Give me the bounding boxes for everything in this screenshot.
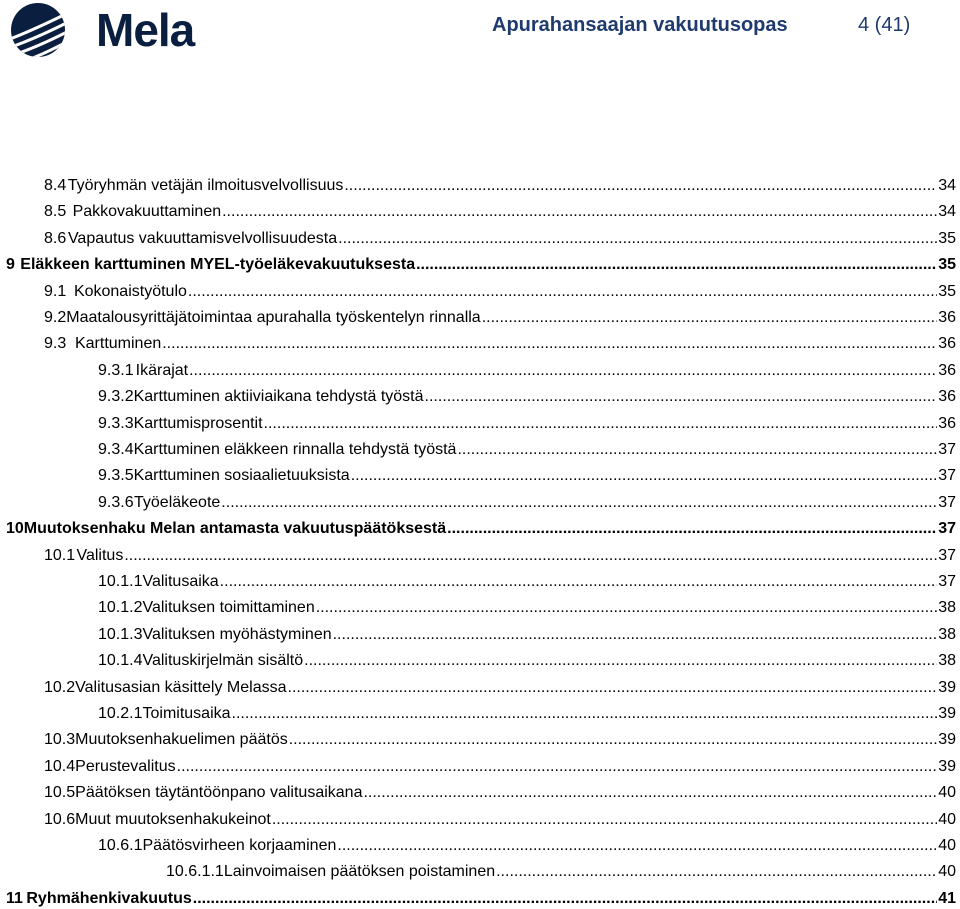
toc-entry-title: Perustevalitus [75,757,176,775]
toc-leader-dots [344,176,937,196]
toc-entry-number: 9.3.5 [98,467,134,485]
toc-entry-title: Muut muutoksenhakukeinot [75,810,271,828]
toc-entry[interactable] [44,540,956,566]
toc-leader-dots [496,862,937,882]
toc-entry[interactable] [98,645,956,671]
toc-leader-dots [447,519,937,539]
toc-entry-title: Päätösvirheen korjaaminen [142,837,337,854]
toc-entry-number: 10 [6,520,24,538]
toc-entry-number: 10.6.1.1 [166,863,224,881]
page-number: 4 (41) [858,14,911,36]
toc-entry-title: Muutoksenhaku Melan antamasta vakuutuspäätöksestä [23,520,447,538]
logo-wordmark: Mela [96,4,195,56]
toc-entry[interactable] [98,434,956,460]
toc-entry-title: Karttuminen [74,335,162,353]
toc-entry-title: Valitusasian käsittely Melassa [75,678,287,696]
document-title: Apurahansaajan vakuutusopas [492,14,788,36]
mela-logo [0,2,194,58]
toc-entry-number: 9.2 [44,309,67,326]
toc-entry[interactable] [6,249,956,275]
toc-leader-dots [288,678,938,698]
toc-entry-title: Valitus [76,546,124,564]
toc-entry-title: Pakkovakuuttaminen [72,203,222,221]
toc-entry-number: 10.1.4 [98,652,143,670]
toc-entry-page: 40 [938,784,956,802]
toc-entry[interactable] [98,487,956,513]
toc-entry[interactable] [98,592,956,618]
toc-entry-number: 9.3 [44,335,67,353]
toc-entry[interactable] [44,724,956,750]
toc-entry[interactable] [44,672,956,698]
toc-entry-title: Karttuminen aktiiviaikana tehdystä työstä [133,388,424,406]
toc-entry-page: 35 [938,256,956,274]
toc-entry[interactable] [44,223,956,249]
toc-leader-dots [351,466,938,486]
toc-entry-number: 9 [6,256,15,274]
toc-entry-page: 36 [938,361,956,379]
toc-entry-page: 39 [938,678,956,696]
toc-entry-title: Työryhmän vetäjän ilmoitusvelvollisuus [67,177,344,194]
toc-entry[interactable] [98,830,956,856]
toc-leader-dots [363,783,937,803]
toc-entry-number: 11 [6,889,23,907]
toc-entry-page: 36 [938,388,956,406]
toc-entry-title: Maatalousyrittäjätoimintaa apurahalla työskentelyn rinnalla [66,309,481,326]
page-header [0,0,960,64]
toc-leader-dots [124,546,937,566]
toc-entry-number: 9.3.2 [98,388,134,406]
toc-entry-number: 10.1.1 [98,573,143,590]
toc-entry-page: 36 [938,309,956,326]
toc-entry-number: 9.3.6 [98,493,134,511]
toc-leader-dots [162,334,937,354]
toc-entry-page: 37 [938,467,956,485]
toc-leader-dots [220,572,938,592]
toc-entry-number: 8.4 [44,177,67,194]
toc-entry-number: 10.4 [44,757,76,775]
toc-leader-dots [221,493,937,513]
toc-entry[interactable] [44,276,956,302]
toc-entry-page: 37 [938,520,956,538]
toc-entry-title: Muutoksenhakuelimen päätös [75,731,288,749]
toc-entry-page: 41 [938,889,956,907]
toc-leader-dots [316,598,937,618]
toc-leader-dots [189,361,937,381]
toc-entry-number: 8.5 [44,203,67,221]
toc-entry-page: 36 [938,414,956,432]
toc-leader-dots [304,651,937,671]
toc-entry-title: Lainvoimaisen päätöksen poistaminen [223,863,496,881]
toc-entry[interactable] [98,381,956,407]
toc-entry-title: Valitusaika [142,573,219,590]
toc-entry-number: 9.3.3 [98,414,134,432]
toc-entry[interactable] [44,302,956,328]
toc-entry[interactable] [98,698,956,724]
toc-entry-number: 10.2 [44,678,76,696]
toc-leader-dots [416,255,937,275]
toc-leader-dots [482,308,938,328]
toc-entry[interactable] [44,751,956,777]
toc-entry-page: 36 [938,335,956,353]
toc-leader-dots [333,625,938,645]
toc-entry-page: 37 [938,493,956,511]
toc-entry-number: 10.3 [44,731,76,749]
toc-entry-title: Päätöksen täytäntöönpano valitusaikana [75,784,363,802]
toc-entry-number: 10.1 [44,546,76,564]
toc-entry-number: 10.6.1 [98,837,143,854]
toc-entry[interactable] [98,619,956,645]
toc-leader-dots [338,229,937,249]
toc-entry[interactable] [44,777,956,803]
toc-entry-title: Valituksen myöhästyminen [142,625,332,643]
toc-leader-dots [177,757,938,777]
toc-entry-title: Ikärajat [135,361,189,379]
toc-entry-page: 39 [938,757,956,775]
toc-entry[interactable] [98,566,956,592]
toc-leader-dots [188,282,937,302]
toc-entry-title: Valituksen toimittaminen [142,599,315,617]
toc-entry-page: 38 [938,652,956,670]
toc-entry-number: 9.3.4 [98,441,134,458]
toc-entry-page: 34 [938,177,956,194]
toc-entry-page: 38 [938,625,956,643]
toc-entry-page: 35 [938,282,956,300]
toc-leader-dots [457,440,937,460]
toc-entry-number: 10.6 [44,810,76,828]
toc-leader-dots [222,202,937,222]
toc-entry-number: 10.5 [44,784,76,802]
toc-entry-page: 39 [938,731,956,749]
toc-entry-title: Karttuminen eläkkeen rinnalla tehdystä työstä [133,441,457,458]
toc-entry-page: 34 [938,203,956,221]
toc-leader-dots [425,387,938,407]
toc-leader-dots [264,414,938,434]
toc-entry[interactable] [98,408,956,434]
toc-entry-page: 40 [938,863,956,881]
toc-leader-dots [272,810,937,830]
toc-entry[interactable] [166,856,956,882]
toc-entry-page: 37 [938,546,956,564]
toc-leader-dots [232,704,938,724]
toc-entry[interactable] [98,355,956,381]
toc-entry-number: 9.3.1 [98,361,134,379]
toc-entry-page: 40 [938,810,956,828]
toc-entry-page: 35 [938,229,956,247]
toc-entry-number: 10.1.2 [98,599,143,617]
toc-leader-dots [289,730,937,750]
toc-entry[interactable] [44,170,956,196]
toc-entry[interactable] [98,460,956,486]
toc-entry-page: 40 [938,837,956,854]
toc-leader-dots [337,836,937,856]
toc-entry-title: Toimitusaika [142,705,231,722]
toc-entry-number: 8.6 [44,229,67,247]
toc-entry-page: 37 [938,573,956,590]
toc-entry-title: Kokonaistyötulo [73,282,187,300]
toc-entry[interactable] [6,883,956,909]
toc-entry-title: Eläkkeen karttuminen MYEL-työeläkevakuutuksesta [20,256,416,274]
toc-entry-title: Työeläkeote [134,493,221,511]
toc-entry-title: Valituskirjelmän sisältö [142,652,304,670]
toc-entry[interactable] [6,513,956,539]
toc-entry-page: 38 [938,599,956,617]
mela-globe-icon [0,2,86,58]
toc-entry-title: Vapautus vakuuttamisvelvollisuudesta [67,229,338,247]
toc-entry-title: Karttuminen sosiaalietuuksista [133,467,350,485]
toc-entry-number: 10.2.1 [98,705,143,722]
toc-entry-page: 37 [938,441,956,458]
toc-entry-title: Ryhmähenkivakuutus [26,889,192,907]
toc-entry[interactable] [44,196,956,222]
toc-entry-page: 39 [938,705,956,722]
toc-entry[interactable] [44,328,956,354]
toc-entry-number: 10.1.3 [98,625,143,643]
toc-entry-number: 9.1 [44,282,67,300]
toc-entry[interactable] [44,804,956,830]
toc-entry-title: Karttumisprosentit [133,414,263,432]
